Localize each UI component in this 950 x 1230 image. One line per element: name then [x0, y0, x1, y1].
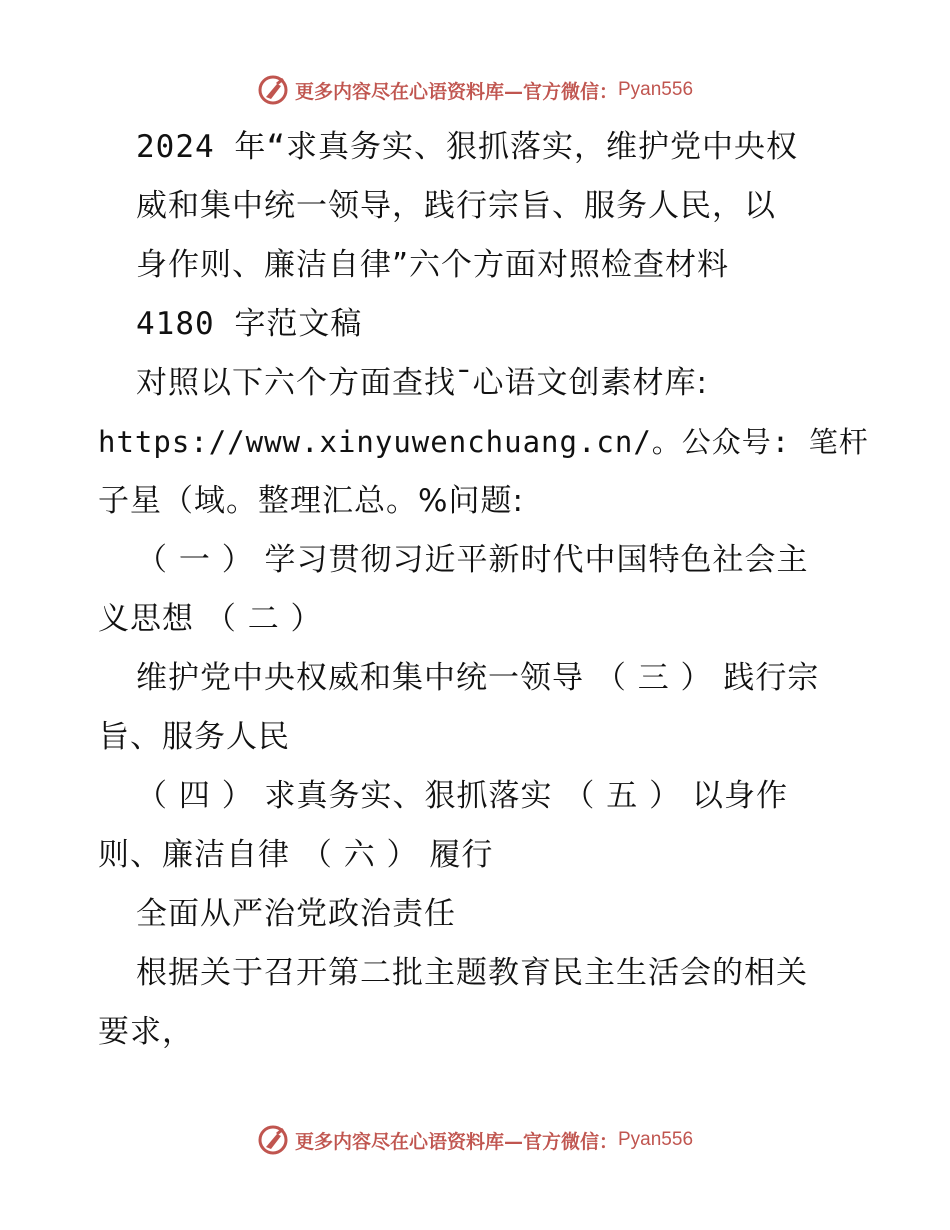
pen-nib-logo-icon: [257, 1124, 289, 1156]
text-line: 2024 年“求真务实、狠抓落实，维护党中央权: [136, 129, 798, 165]
text-line: （ 四 ） 求真务实、狠抓落实 （ 五 ） 以身作: [136, 778, 788, 814]
text-line: 要求，: [98, 1014, 194, 1050]
text-line: （ 一 ） 学习贯彻习近平新时代中国特色社会主: [136, 542, 809, 578]
footer-banner-wechat: Pyan556: [618, 1129, 694, 1150]
text-line: https://www.xinyuwenchuang.cn/。公众号: 笔杆: [98, 425, 869, 459]
text-line: 义思想 （ 二 ）: [98, 601, 323, 637]
pen-nib-logo-icon: [257, 74, 289, 106]
header-banner-text: 更多内容尽在心语资料库—官方微信：: [294, 80, 618, 103]
text-line: 子星（域。整理汇总。%问题:: [98, 483, 524, 519]
text-line: 根据关于召开第二批主题教育民主生活会的相关: [136, 955, 808, 991]
footer-banner: [0, 1120, 950, 1160]
text-line: 维护党中央权威和集中统一领导 （ 三 ） 践行宗: [136, 660, 820, 696]
text-line: 威和集中统一领导，践行宗旨、服务人民，以: [136, 188, 776, 224]
text-line: 对照以下六个方面查找¯心语文创素材库:: [136, 365, 708, 401]
text-line: 则、廉洁自律 （ 六 ） 履行: [98, 837, 494, 873]
text-line: 旨、服务人民: [98, 719, 290, 755]
text-line: 4180 字范文稿: [136, 306, 363, 342]
text-line: 身作则、廉洁自律”六个方面对照检查材料: [136, 247, 730, 283]
header-banner-wechat: Pyan556: [618, 79, 694, 100]
header-banner: [0, 70, 950, 110]
text-line: 全面从严治党政治责任: [136, 896, 456, 932]
document-body: [98, 118, 869, 1062]
footer-banner-text: 更多内容尽在心语资料库—官方微信：: [294, 1130, 618, 1153]
